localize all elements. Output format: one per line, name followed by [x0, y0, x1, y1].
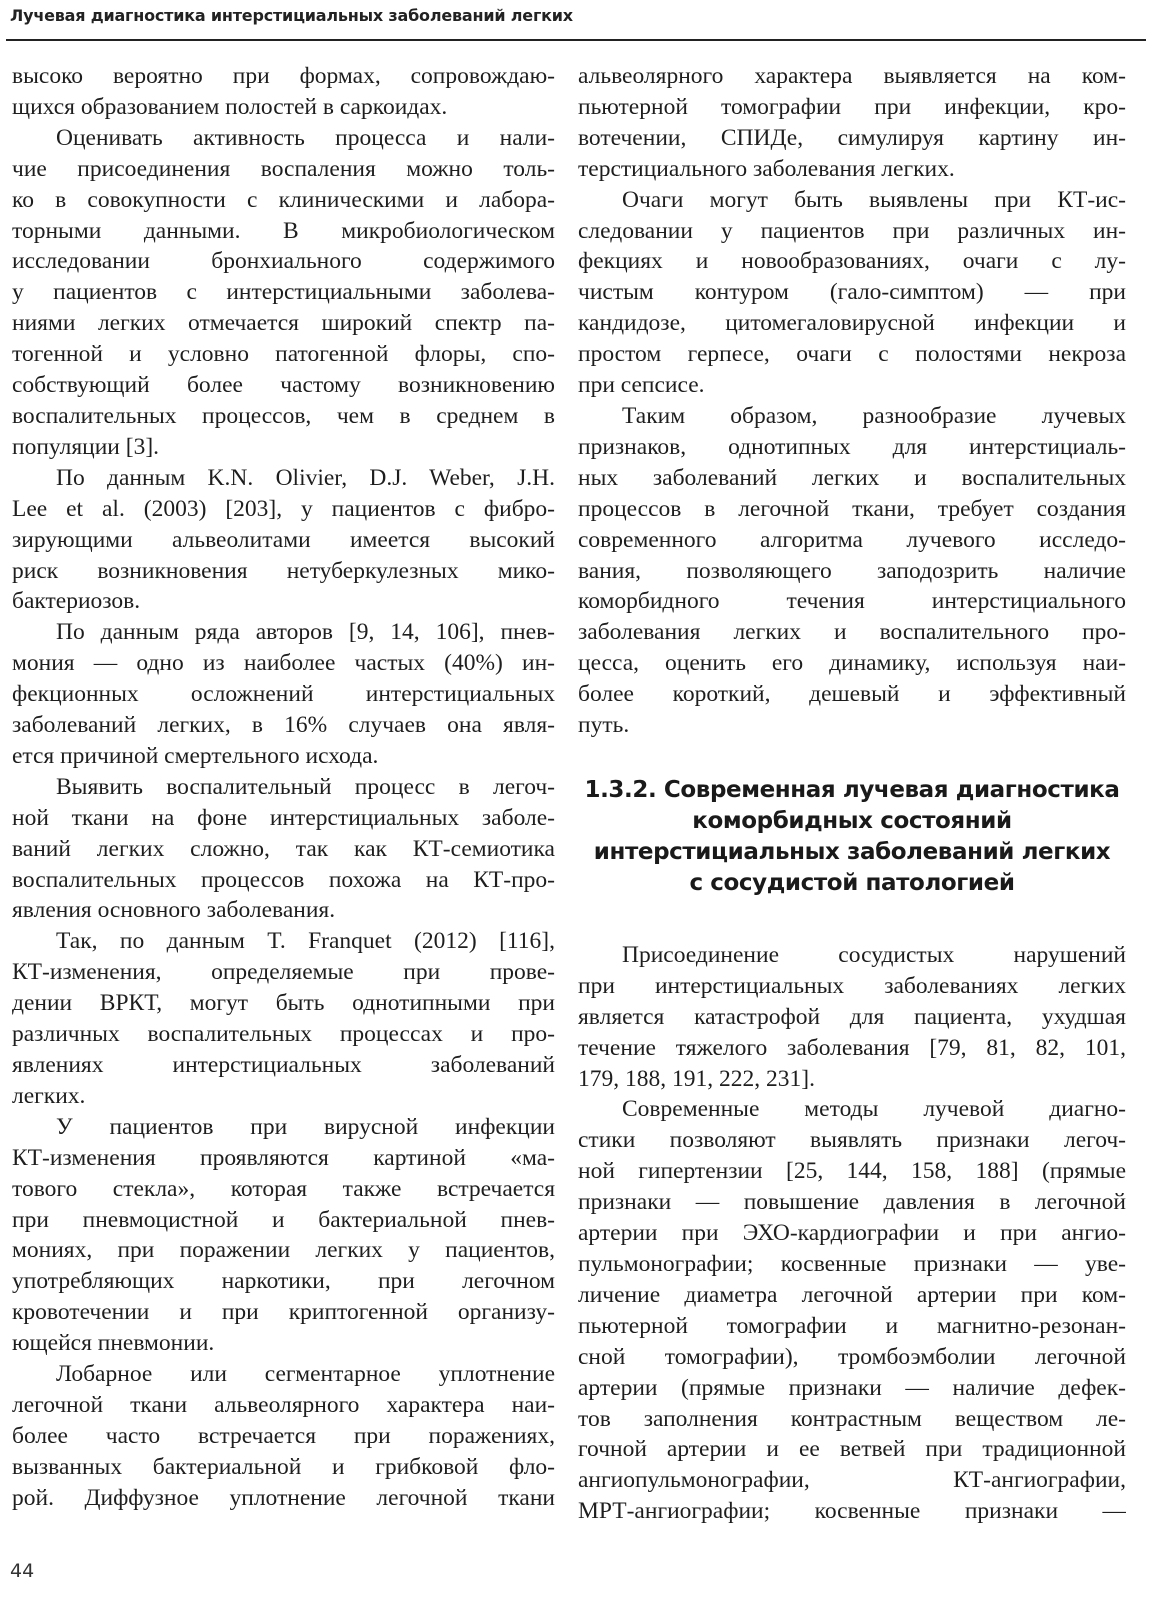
- text-line: ваний легких сложно, так как КТ-семиотика: [12, 835, 555, 862]
- text-line: У пациентов при вирусной инфекции: [56, 1113, 555, 1140]
- text-line: гочной артерии и ее ветвей при традиционной: [578, 1436, 1126, 1463]
- text-line: мониях, при поражении легких у пациентов,: [12, 1237, 555, 1264]
- text-line: Так, по данным T. Franquet (2012) [116],: [56, 928, 555, 955]
- right-column: [578, 61, 1126, 1527]
- text-line: кандидозе, цитомегаловирусной инфекции и: [578, 310, 1126, 337]
- text-line: легких.: [12, 1082, 86, 1109]
- text-line: процессов в легочной ткани, требует создания: [578, 495, 1126, 522]
- text-line: Выявить воспалительный процесс в легоч-: [56, 773, 555, 800]
- left-column: [12, 61, 555, 1514]
- paragraph: [578, 1094, 1126, 1527]
- text-line: различных воспалительных процессах и про-: [12, 1021, 555, 1048]
- text-line: торными данными. В микробиологическом: [12, 217, 555, 244]
- text-line: пьютерной томографии при инфекции, кро-: [578, 93, 1126, 120]
- text-line: Лобарное или сегментарное уплотнение: [56, 1361, 555, 1388]
- text-line: при сепсисе.: [578, 372, 705, 399]
- text-line: Lee et al. (2003) [203], у пациентов с фибро-: [12, 495, 555, 522]
- text-line: рой. Диффузное уплотнение легочной ткани: [12, 1484, 555, 1511]
- text-line: современного алгоритма лучевого исследо-: [578, 526, 1126, 553]
- text-line: исследовании бронхиального содержимого: [12, 248, 555, 275]
- heading-line: коморбидных состояний: [692, 807, 1012, 834]
- text-line: Современные методы лучевой диагно-: [622, 1096, 1126, 1123]
- text-line: более часто встречается при поражениях,: [12, 1422, 555, 1449]
- section-heading: [578, 775, 1126, 899]
- text-line: дении ВРКТ, могут быть однотипными при: [12, 990, 555, 1017]
- text-line: цесса, оценить его динамику, используя наи-: [578, 650, 1126, 677]
- paragraph: [12, 772, 555, 927]
- text-line: чистым контуром (гало-симптом) — при: [578, 279, 1126, 306]
- text-line: Очаги могут быть выявлены при КТ-ис-: [622, 186, 1126, 213]
- text-line: признаки — повышение давления в легочной: [578, 1189, 1126, 1216]
- paragraph: [578, 185, 1126, 401]
- text-line: КТ-изменения проявляются картиной «ма-: [12, 1144, 555, 1171]
- text-line: МРТ-ангиографии; косвенные признаки —: [578, 1498, 1126, 1525]
- text-line: употребляющих наркотики, при легочном: [12, 1268, 555, 1295]
- text-line: кровотечении и при криптогенной организу-: [12, 1299, 555, 1326]
- text-line: стики позволяют выявлять признаки легоч-: [578, 1127, 1126, 1154]
- text-line: путь.: [578, 712, 630, 739]
- text-line: альвеолярного характера выявляется на ком-: [578, 63, 1126, 89]
- text-line: ко в совокупности с клиническими и лабора-: [12, 186, 555, 213]
- paragraph: [12, 123, 555, 463]
- text-line: течение тяжелого заболевания [79, 81, 82, 101,: [578, 1034, 1126, 1061]
- text-line: является катастрофой для пациента, ухудшая: [578, 1003, 1126, 1030]
- text-line: вания, позволяющего заподозрить наличие: [578, 557, 1126, 584]
- text-line: при пневмоцистной и бактериальной пнев-: [12, 1206, 555, 1233]
- text-line: артерии при ЭХО-кардиографии и при ангио-: [578, 1220, 1126, 1247]
- text-line: заболеваний легких, в 16% случаев она явля-: [12, 712, 555, 739]
- running-head: Лучевая диагностика интерстициальных заболеваний легких: [10, 6, 573, 25]
- paragraph: [578, 61, 1126, 185]
- text-line: следовании у пациентов при различных ин-: [578, 217, 1126, 244]
- text-line: явлениях интерстициальных заболеваний: [12, 1052, 555, 1078]
- text-line: ющейся пневмонии.: [12, 1330, 215, 1357]
- text-line: популяции [3].: [12, 433, 160, 460]
- paragraph: [12, 1112, 555, 1359]
- page-number: 44: [10, 1560, 35, 1582]
- text-line: заболевания легких и воспалительного про-: [578, 619, 1126, 646]
- text-line: ангиопульмонографии, КТ-ангиографии,: [578, 1467, 1126, 1494]
- header-rule: [6, 39, 1146, 41]
- text-line: простом герпесе, очаги с полостями некроза: [578, 341, 1126, 368]
- text-line: признаков, однотипных для интерстициаль-: [578, 433, 1126, 460]
- heading-line: 1.3.2. Современная лучевая диагностика: [584, 776, 1120, 803]
- text-line: пьютерной томографии и магнитно-резонан-: [578, 1312, 1126, 1339]
- text-line: По данным ряда авторов [9, 14, 106], пнев-: [56, 619, 555, 646]
- text-line: коморбидного течения интерстициального: [578, 588, 1126, 615]
- text-line: воспалительных процессов, чем в среднем в: [12, 402, 555, 429]
- paragraph: [578, 401, 1126, 741]
- heading-line: интерстициальных заболеваний легких: [593, 838, 1111, 865]
- text-line: Присоединение сосудистых нарушений: [622, 941, 1126, 968]
- text-line: вотечении, СПИДе, симулируя картину ин-: [578, 124, 1126, 151]
- paragraph: [578, 940, 1126, 1095]
- text-line: ной ткани на фоне интерстициальных заболе-: [12, 804, 555, 831]
- text-line: ниями легких отмечается широкий спектр па-: [12, 310, 555, 337]
- text-line: зирующими альвеолитами имеется высокий: [12, 526, 555, 553]
- text-line: мония — одно из наиболее частых (40%) ин-: [12, 650, 555, 677]
- text-line: ной гипертензии [25, 144, 158, 188] (прямые: [578, 1158, 1126, 1185]
- text-line: тов заполнения контрастным веществом ле-: [578, 1405, 1126, 1432]
- text-line: щихся образованием полостей в саркоидах.: [12, 93, 448, 120]
- text-line: более короткий, дешевый и эффективный: [578, 681, 1126, 708]
- heading-line: с сосудистой патологией: [689, 869, 1015, 896]
- paragraph: [12, 926, 555, 1111]
- text-line: пульмонографии; косвенные признаки — уве-: [578, 1251, 1126, 1277]
- text-line: сной томографии), тромбоэмболии легочной: [578, 1343, 1126, 1370]
- text-line: риск возникновения нетуберкулезных мико-: [12, 557, 555, 584]
- text-line: 179, 188, 191, 222, 231].: [578, 1065, 815, 1092]
- text-line: высоко вероятно при формах, сопровождаю-: [12, 63, 555, 89]
- text-line: По данным K.N. Olivier, D.J. Weber, J.H.: [56, 464, 555, 491]
- text-line: фекционных осложнений интерстициальных: [12, 681, 555, 708]
- paragraph: [12, 617, 555, 772]
- text-line: ных заболеваний легких и воспалительных: [578, 464, 1126, 491]
- text-line: тогенной и условно патогенной флоры, спо-: [12, 341, 555, 368]
- text-line: собствующий более частому возникновению: [12, 372, 555, 399]
- text-line: Оценивать активность процесса и нали-: [56, 124, 555, 151]
- text-line: легочной ткани альвеолярного характера наи-: [12, 1391, 555, 1418]
- text-line: при интерстициальных заболеваниях легких: [578, 972, 1126, 999]
- paragraph: [12, 61, 555, 123]
- text-line: КТ-изменения, определяемые при прове-: [12, 959, 555, 986]
- text-line: личение диаметра легочной артерии при ком-: [578, 1281, 1126, 1308]
- text-line: фекциях и новообразованиях, очаги с лу-: [578, 248, 1126, 275]
- text-line: Таким образом, разнообразие лучевых: [622, 402, 1126, 429]
- text-line: вызванных бактериальной и грибковой фло-: [12, 1453, 555, 1480]
- text-line: явления основного заболевания.: [12, 897, 336, 924]
- text-line: воспалительных процессов похожа на КТ-про-: [12, 866, 555, 893]
- heading-spacer: [578, 899, 1126, 940]
- text-line: тового стекла», которая также встречается: [12, 1175, 555, 1202]
- text-line: у пациентов с интерстициальными заболева-: [12, 279, 555, 306]
- text-line: бактериозов.: [12, 588, 141, 615]
- paragraph: [12, 463, 555, 618]
- text-line: чие присоединения воспаления можно толь-: [12, 155, 555, 182]
- paragraph: [12, 1359, 555, 1514]
- text-line: ется причиной смертельного исхода.: [12, 742, 379, 769]
- text-line: артерии (прямые признаки — наличие дефек-: [578, 1374, 1126, 1401]
- text-line: терстициального заболевания легких.: [578, 155, 955, 182]
